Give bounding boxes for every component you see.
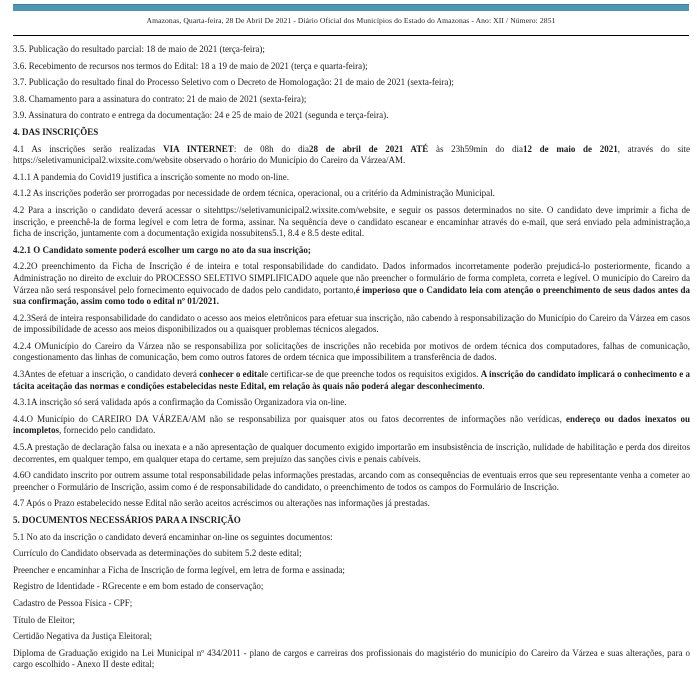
paragraph: 4.2.3Será de inteira responsabilidade do candidato o acesso aos meios eletrônicos para efetuar sua inscrição, não cabendo à responsabilização do Município do Careiro da Várzea em casos de impossibilidade de acesso aos meios disponibilizados ou a quaisquer problemas técnicos alegados. xyxy=(13,312,690,335)
paragraph: Título de Eleitor; xyxy=(13,614,75,625)
paragraph: Currículo do Candidato observada as determinações do subitem 5.2 deste edital; xyxy=(13,548,302,559)
paragraph: 4.3Antes de efetuar a inscrição, o candidato deverá conhecer o editale certificar-se de que preenche todos os requisitos exigidos. A inscrição do candidato implicará o conhecimento e a tácita aceitação das normas e condições estabelecidas neste Edital, em relação às quais não poderá alegar desconhecimento. xyxy=(13,369,691,391)
section-heading: 5. DOCUMENTOS NECESSÁRIOS PARA A INSCRIÇÃO xyxy=(13,515,241,525)
paragraph: 4.1 As inscrições serão realizadas VIA INTERNET: de 08h do dia28 de abril de 2021 ATÉ às 23h59min do dia12 de maio de 2021, através do site https://seletivamunicipal2.wixsite.com/website observado o horário do Município do Careiro da Várzea/AM. xyxy=(13,143,690,166)
paragraph: Preencher e encaminhar a Ficha de Inscrição de forma legível, em letra de forma e assinada; xyxy=(13,564,345,575)
paragraph: 4.2 Para a inscrição o candidato deverá acessar o sitehttps://seletivamunicipal2.wixsite.com/website, e seguir os passos determinados no site. O candidato deve imprimir a ficha de inscrição, e preenchê-la de forma legível e com letra de forma, assinar. Na sequência deve o candidato escanear e encaminhar através do e-mail, que será enviado pela administração,a ficha de inscrição, juntamente com a documentação exigida nossubitens5.1, 8.4 e 8.5 deste edital. xyxy=(13,204,690,239)
paragraph: 4.7 Após o Prazo estabelecido nesse Edital não serão aceitos acréscimos ou alterações nas informações já prestadas. xyxy=(13,498,430,509)
header-divider xyxy=(13,35,689,36)
paragraph: 4.4.O Município do CAREIRO DA VÁRZEA/AM não se responsabiliza por quaisquer atos ou fatos decorrentes de informações não verídicas, endereço ou dados inexatos ou incompletos, fornecido pelo candidato. xyxy=(13,413,690,436)
gazette-header-title: Amazonas, Quarta-feira, 28 De Abril De 2021 - Diário Oficial dos Municípios do Estado do Amazonas - Ano: XII / Número: 2851 xyxy=(146,16,556,25)
paragraph: Registro de Identidade - RGrecente e em bom estado de conservação; xyxy=(13,581,264,592)
paragraph: 3.6. Recebimento de recursos nos termos do Edital: 18 a 19 de maio de 2021 (terça e quarta-feira); xyxy=(13,60,368,71)
paragraph: Certidão Negativa da Justiça Eleitoral; xyxy=(13,631,152,642)
paragraph: 3.5. Publicação do resultado parcial: 18 de maio de 2021 (terça-feira); xyxy=(13,44,265,54)
header-accent-bar xyxy=(13,4,689,11)
paragraph: 3.7. Publicação do resultado final do Processo Seletivo com o Decreto de Homologação: 21 de maio de 2021 (sexta-feira); xyxy=(13,77,454,88)
paragraph: 4.3.1A inscrição só será validada após a confirmação da Comissão Organizadora via on-line. xyxy=(13,397,347,408)
paragraph: 4.2.4 OMunicípio do Careiro da Várzea não se responsabiliza por solicitações de inscrições não recebida por motivos de ordem técnica dos computadores, falhas de comunicação, congestionamento das linhas de comunicação, bem como outros fatores de ordem técnica que impossibilitem a transferência de dados. xyxy=(13,340,690,363)
paragraph: 5.1 No ato da inscrição o candidato deverá encaminhar on-line os seguintes documentos: xyxy=(13,531,333,542)
paragraph: 4.1.2 As inscrições poderão ser prorrogadas por necessidade de ordem técnica, operacional, ou a critério da Administração Municipal. xyxy=(13,188,495,199)
section-heading: 4. DAS INSCRIÇÕES xyxy=(13,126,99,137)
paragraph: Diploma de Graduação exigido na Lei Municipal nº 434/2011 - plano de cargos e carreiras dos profissionais do magistério do município do Careiro da Várzea e suas alterações, para o cargo escolhido - Anexo II deste edital; xyxy=(13,647,690,670)
paragraph: 4.6O candidato inscrito por outrem assume total responsabilidade pelas informações prestadas, arcando com as consequências de eventuais erros que seu representante venha a cometer ao preencher o Formulário de Inscrição, assim como é de responsabilidade do candidato, o preenchimento de todos os campos do Formulário de Inscrição. xyxy=(13,470,690,492)
paragraph: 4.1.1 A pandemia do Covid19 justifica a inscrição somente no modo on-line. xyxy=(13,171,289,182)
paragraph: 4.2.2O preenchimento da Ficha de Inscrição é de inteira e total responsabilidade do candidato. Dados informados incorretamente poderão prejudicá-lo posteriormente, ficando a Administração no direito de excluir do PROCESSO SELETIVO SIMPLIFICADO aquele que não preencher o formulário de forma completa, correta e legível. O município do Careiro da Várzea não será responsável pelo fornecimento equivocado de dados pelo candidato, portanto,é imperioso que o Candidato leia com atenção o preenchimento de seus dados antes da sua confirmação, assim como todo o edital nº 01/2021. xyxy=(13,261,690,307)
paragraph: 3.9. Assinatura do contrato e entrega da documentação: 24 e 25 de maio de 2021 (segunda e terça-feira). xyxy=(13,110,389,121)
paragraph: 4.2.1 O Candidato somente poderá escolher um cargo no ato da sua inscrição; xyxy=(13,244,311,255)
paragraph: 3.8. Chamamento para a assinatura do contrato: 21 de maio de 2021 (sexta-feira); xyxy=(13,93,307,104)
paragraph: 4.5.A prestação de declaração falsa ou inexata e a não apresentação de qualquer documento exigido importarão em insubsistência de inscrição, nulidade de habilitação e perda dos direitos decorrentes, em qualquer tempo, em qualquer etapa do certame, sem prejuízo das sanções civis e penais cabíveis. xyxy=(13,442,690,464)
document-body xyxy=(13,44,690,676)
paragraph: Cadastro de Pessoa Física - CPF; xyxy=(13,597,133,608)
